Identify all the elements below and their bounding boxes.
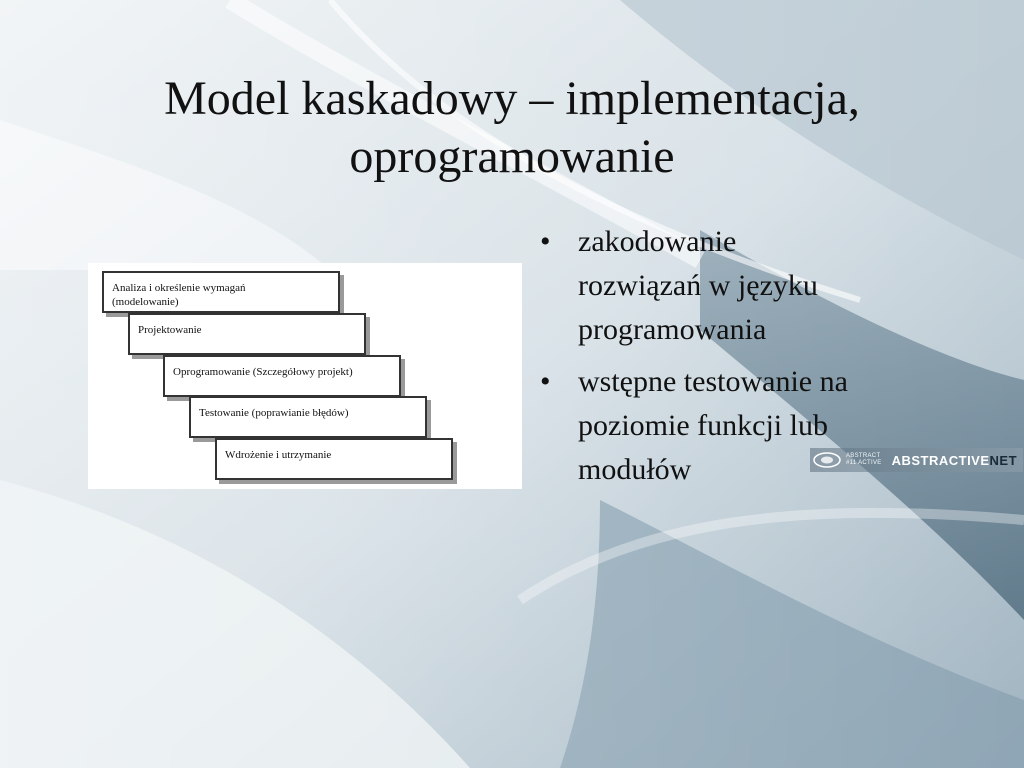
waterfall-step-1-line-1: Analiza i określenie wymagań: [112, 282, 246, 294]
watermark-small-line-2: #11 ACTIVE: [846, 460, 882, 466]
bullet-item-1-line-3: programowania: [578, 313, 767, 346]
watermark-logo-main: ABSTRACTIVE: [891, 452, 990, 468]
bullet-item-2: [540, 360, 950, 492]
waterfall-step-3: [163, 355, 401, 397]
slide-title: [0, 70, 1024, 186]
bullet-item-1-line-1: zakodowanie: [578, 225, 737, 258]
watermark-logo-suffix: NET: [989, 452, 1018, 468]
waterfall-step-5: [215, 438, 453, 480]
slide-title-line-2: oprogramowanie: [349, 130, 675, 183]
waterfall-step-1: [102, 271, 340, 313]
waterfall-step-4: [189, 396, 427, 438]
bullet-item-2-line-3: modułów: [578, 453, 692, 486]
bullet-marker: •: [540, 365, 551, 398]
waterfall-step-3-label: Oprogramowanie (Szczegółowy projekt): [173, 366, 353, 378]
bullet-item-1: [540, 220, 950, 352]
waterfall-step-5-label: Wdrożenie i utrzymanie: [225, 449, 332, 461]
waterfall-step-1-line-2: (modelowanie): [112, 296, 179, 308]
waterfall-step-2: [128, 313, 366, 355]
bullet-item-2-line-1: wstępne testowanie na: [578, 365, 848, 398]
bullet-marker: •: [540, 225, 551, 258]
waterfall-step-2-label: Projektowanie: [138, 324, 202, 336]
bullet-item-1-line-2: rozwiązań w języku: [578, 269, 818, 302]
waterfall-diagram: [88, 263, 522, 489]
bullet-item-2-line-2: poziomie funkcji lub: [578, 409, 828, 442]
bullet-list: [540, 220, 950, 500]
watermark-small-line-1: ABSTRACT: [846, 453, 881, 459]
waterfall-step-4-label: Testowanie (poprawianie błędów): [199, 407, 349, 419]
slide-title-line-1: Model kaskadowy – implementacja,: [164, 72, 860, 125]
